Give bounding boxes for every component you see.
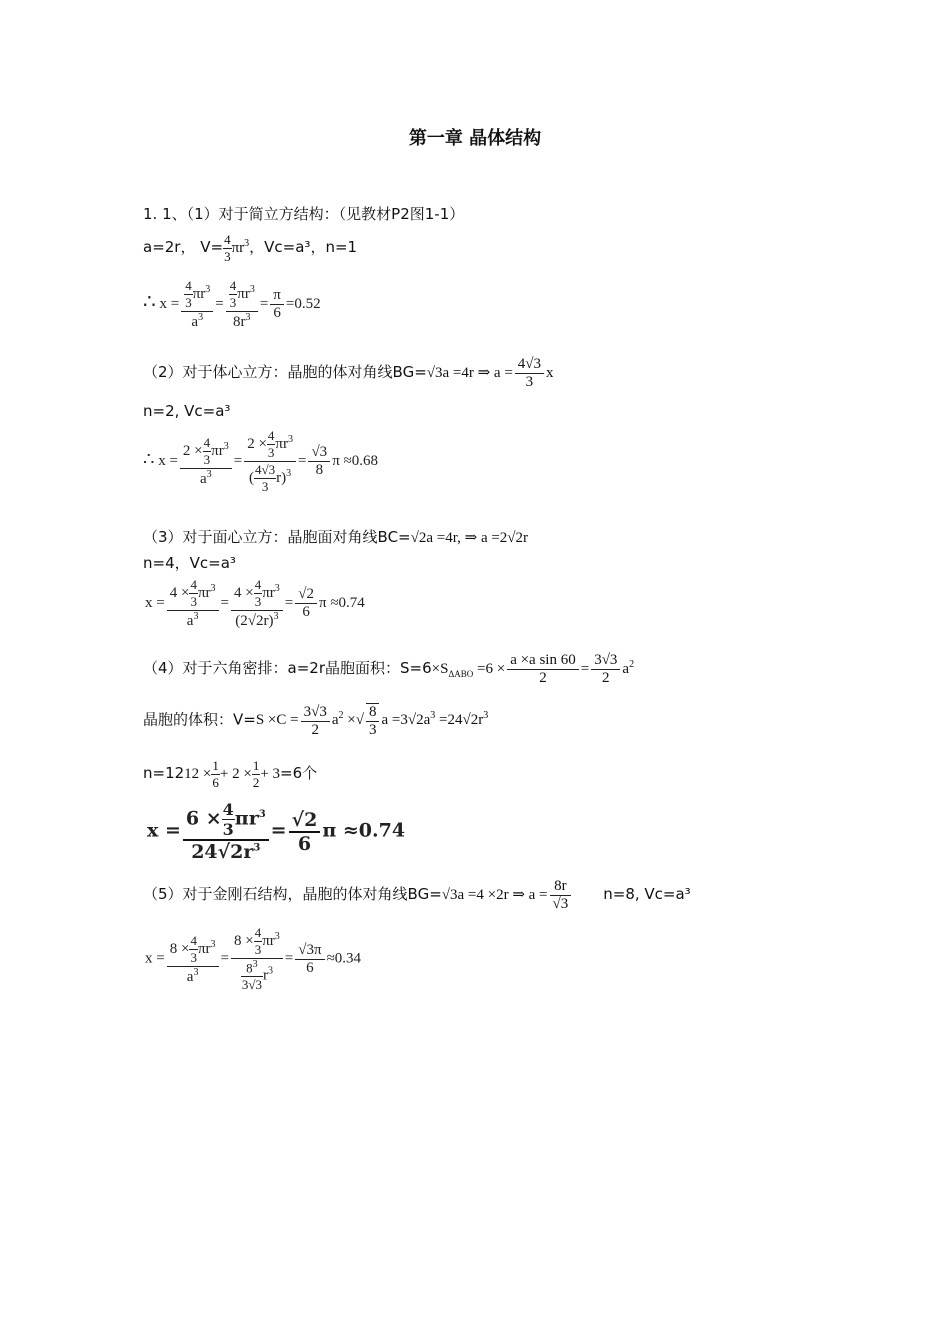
s4-n-suffix: =6个	[280, 763, 318, 782]
s1-params	[143, 232, 357, 265]
s4-equation: x = 6 × $\frac{4}{3}$ $\pi r^3$ $24√2r^3$ = $\frac{√2}{6}$ π ≈0.74	[147, 800, 406, 863]
s5-equation: x = 8 × $\frac{4}{3}$ $\pi r^3$ $a^3$ = 8 × $\frac{4}{3}$ $\pi r^3$ $\frac{8^3}{3√3}$ $r^3$ = $\frac{√3\pi}{6}$ ≈0.34	[145, 925, 362, 993]
s2-result: ≈0.68	[343, 452, 378, 469]
s4-n-prefix: n=12	[143, 763, 185, 782]
s3-result: ≈0.74	[330, 594, 365, 611]
s5-heading-line: （5）对于金刚石结构，晶胞的体对角线BG=√3a =4 ×2r ⇒ a = $\frac{8r}{√3}$ n=8, Vc=a³	[143, 878, 691, 912]
s4-n-line: n=1212 × $\frac{1}{6}$ + 2 × $\frac{1}{2}$ + 3=6个	[143, 758, 318, 790]
s2-heading-line: （2）对于体心立方：晶胞的体对角线BG=√3a =4r ⇒ a = $\frac{4√3}{3}$ x	[143, 356, 554, 390]
s5-n-line: n=8, Vc=a³	[603, 884, 691, 903]
s3-n-line: n=4，Vc=a³	[143, 554, 236, 572]
chapter-title: 第一章 晶体结构	[408, 128, 542, 149]
s4-volume-line: 晶胞的体积：V=S ×C = $\frac{3√3}{2}$ $a^2$ ×√ $\frac{8}{3}$ $a =3√2a^3 =24√2r^3$	[143, 703, 489, 738]
s1-heading: 1. 1、（1）对于简立方结构：（见教材P2图1-1）	[143, 205, 465, 223]
s4-heading-line: （4）对于六角密排：a=2r晶胞面积：$S=6\times S_{\Delta ABO} =6$ × $\frac{\text{a ×a sin 60}}{2}$ = $\frac{3√3}{2}$ $a^2$	[143, 652, 635, 686]
s4-heading: （4）对于六角密排：a=2r晶胞面积：S=6	[143, 658, 432, 677]
s4-volume-label: 晶胞的体积：V=	[143, 710, 256, 729]
therefore-symbol: ∴	[143, 448, 155, 469]
s1-volume-formula: $\frac{4}{3}$ $\pi r^3$	[224, 232, 250, 264]
s3-heading: （3）对于面心立方：晶胞面对角线BC=	[143, 528, 411, 546]
s1-params-tail: ，Vc=a³，n=1	[249, 237, 358, 256]
s2-heading: （2）对于体心立方：晶胞的体对角线BG=	[143, 362, 427, 381]
s3-heading-line: （3）对于面心立方：晶胞面对角线BC=√2a =4r, ⇒ a =2√2r	[143, 528, 529, 546]
s4-result: ≈0.74	[342, 819, 406, 842]
s1-result: =0.52	[285, 295, 321, 312]
s1-equation: ∴ x = $\frac{4}{3}$ $\pi r^3$ $a^3$ = $\frac{4}{3}$ $\pi r^3$ $8r^3$ = $\frac{\pi}{6}$ =0.52	[143, 278, 321, 330]
s3-equation: x = 4 × $\frac{4}{3}$ $\pi r^3$ $a^3$ = 4 × $\frac{4}{3}$ $\pi r^3$ $(2√2r)^3$ = $\frac{√2}{6}$ π ≈0.74	[145, 577, 365, 629]
s2-n-line: n=2, Vc=a³	[143, 402, 231, 420]
therefore-symbol: ∴	[143, 290, 156, 313]
s1-params-label: a=2r， V=	[143, 237, 224, 256]
s5-heading: （5）对于金刚石结构，晶胞的体对角线BG=	[143, 884, 442, 903]
s2-equation: ∴ x = 2 × $\frac{4}{3}$ $\pi r^3$ $a^3$ = 2 × $\frac{4}{3}$ $\pi r^3$ ( $\frac{4√3}{3}$ r)$^3$ = $\frac{√3}{8}$ π ≈0.68	[143, 428, 378, 494]
s5-result: ≈0.34	[326, 950, 362, 967]
